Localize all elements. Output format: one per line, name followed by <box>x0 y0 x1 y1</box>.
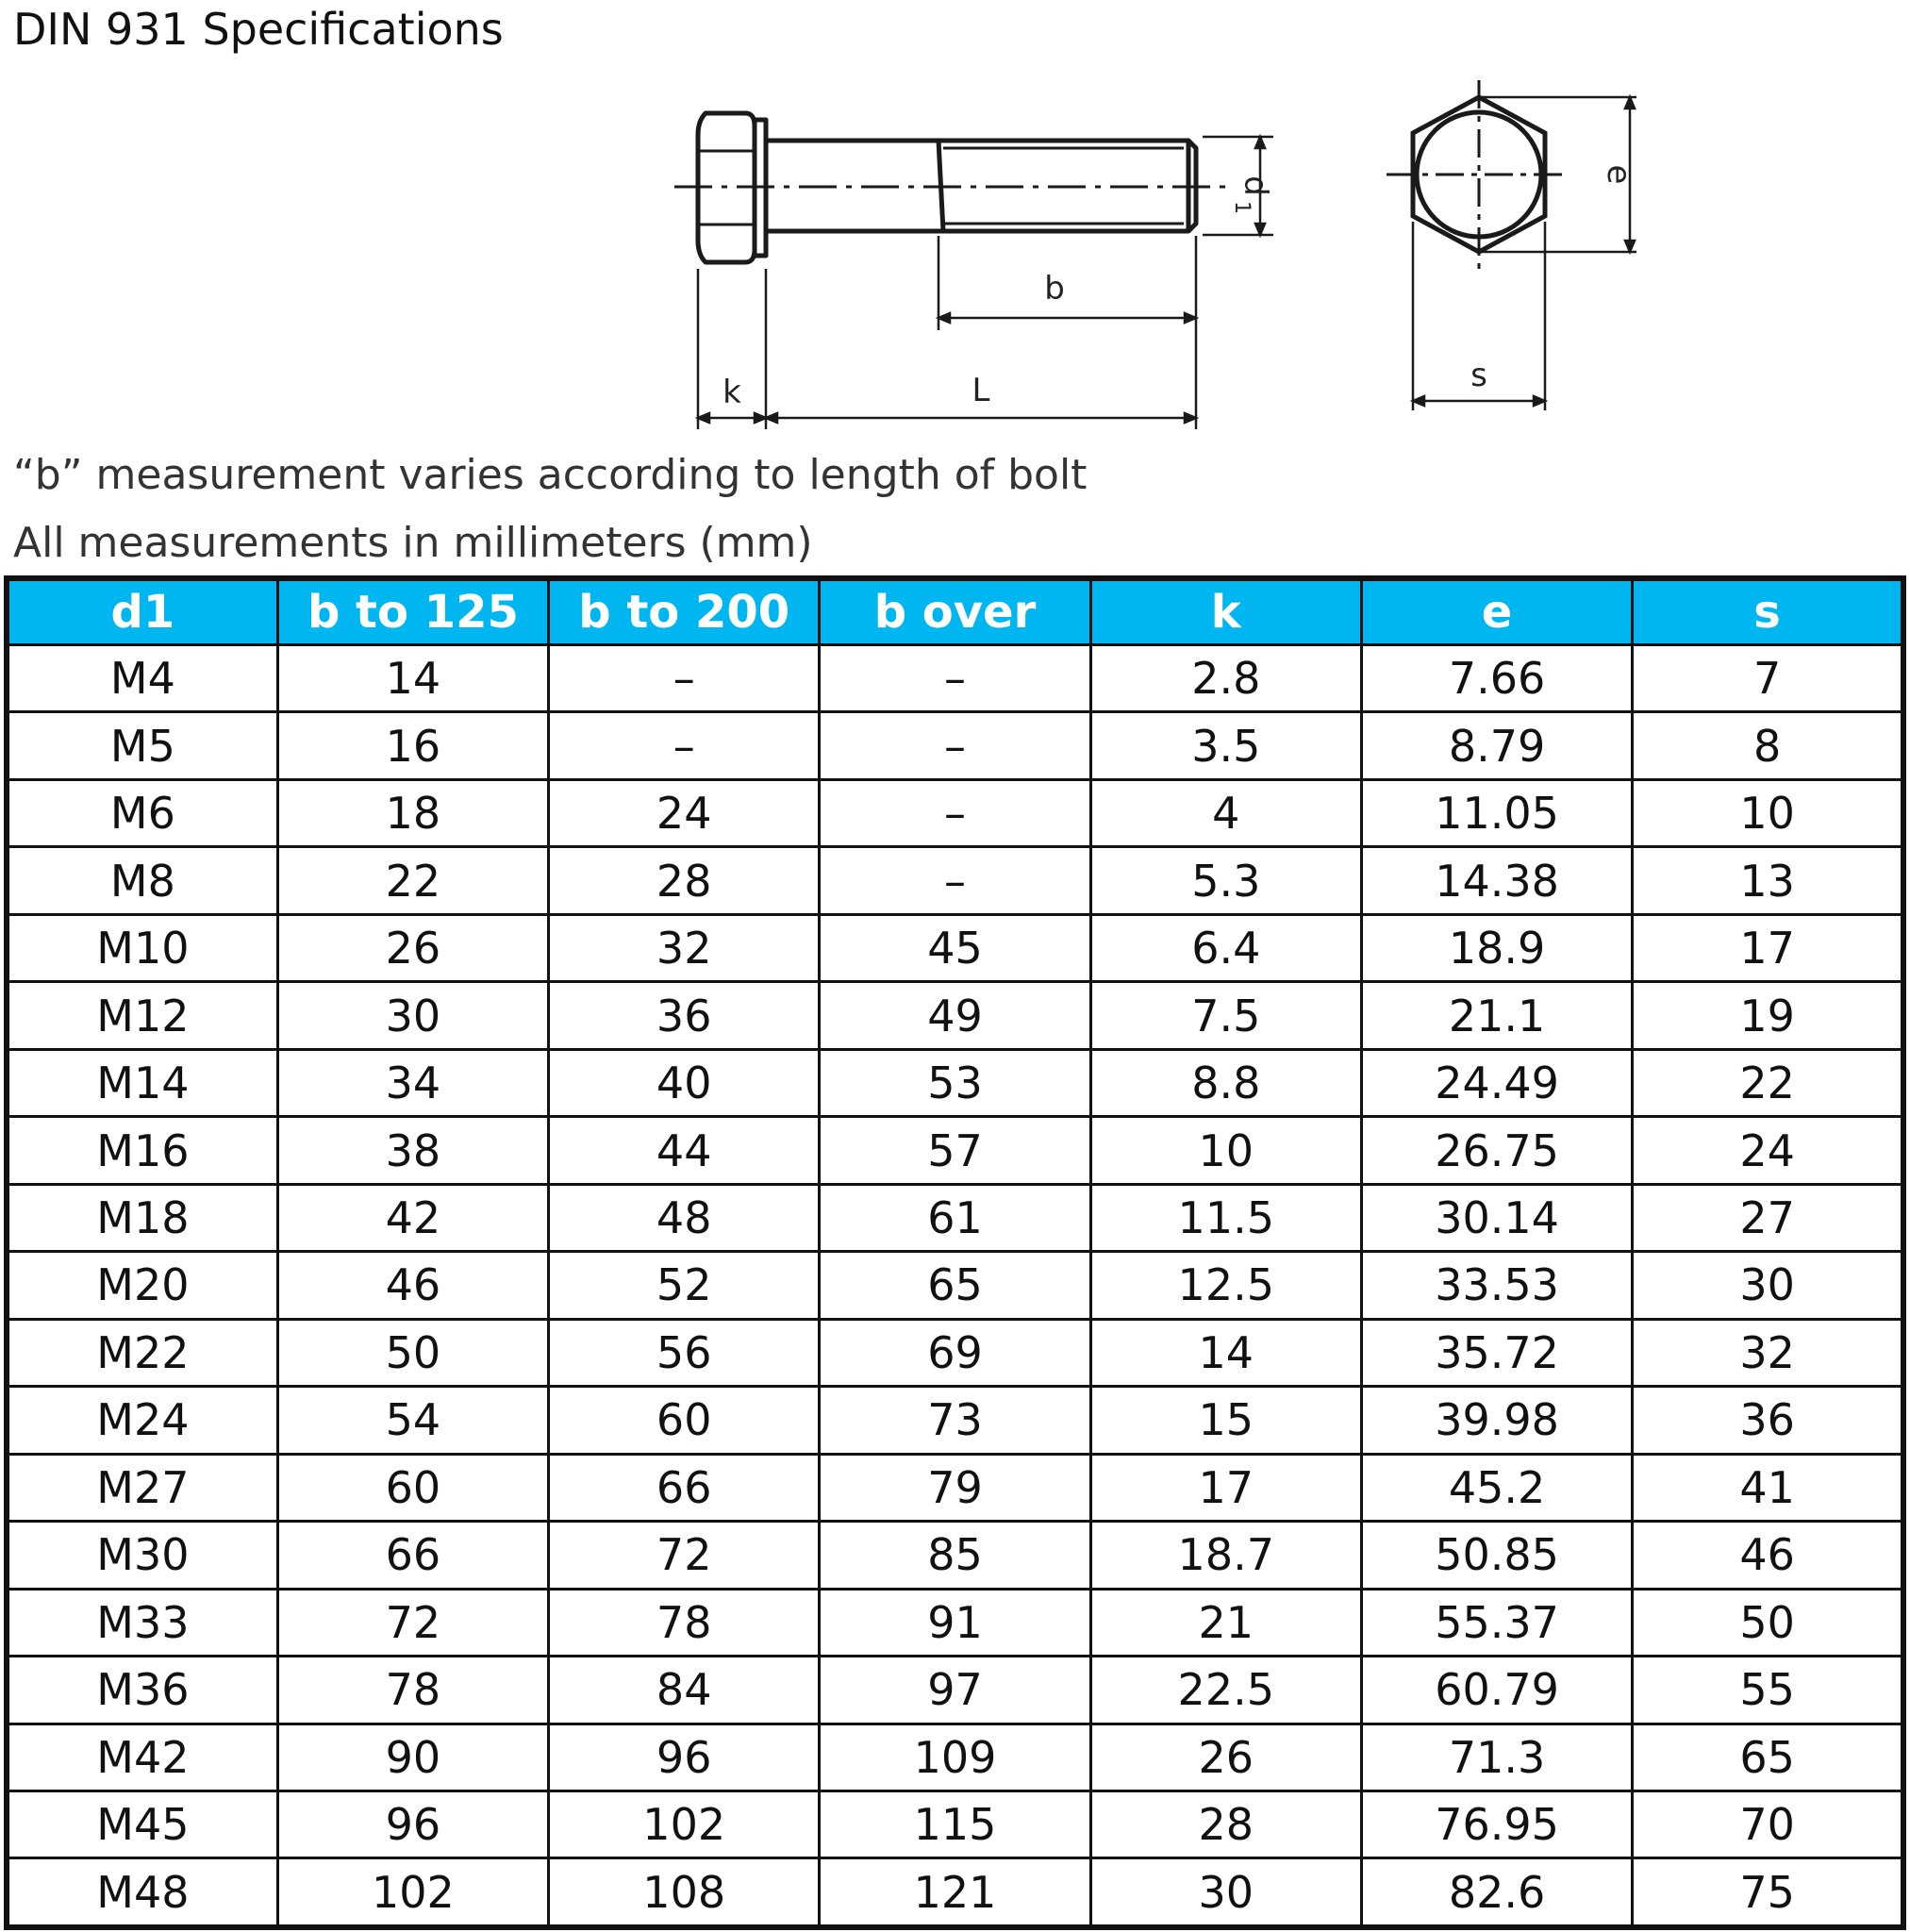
cell-b-over: – <box>820 847 1090 914</box>
cell-e: 11.05 <box>1361 779 1632 846</box>
cell-k: 7.5 <box>1090 982 1361 1049</box>
cell-b-to-125: 30 <box>277 982 548 1049</box>
cell-k: 5.3 <box>1090 847 1361 914</box>
cell-b-over: 121 <box>820 1858 1090 1927</box>
cell-d1: M22 <box>7 1319 277 1386</box>
cell-b-over: 45 <box>820 914 1090 981</box>
table-row <box>7 1049 1903 1116</box>
table-row <box>7 1724 1903 1790</box>
note-b-measurement: “b” measurement varies according to length of bolt <box>13 451 1088 499</box>
cell-e: 30.14 <box>1361 1184 1632 1251</box>
label-d1: d <box>1237 175 1274 196</box>
cell-d1: M10 <box>7 914 277 981</box>
cell-e: 21.1 <box>1361 982 1632 1049</box>
cell-d1: M33 <box>7 1589 277 1656</box>
bolt-diagram <box>660 80 1660 439</box>
table-body <box>7 645 1903 1928</box>
cell-b-to-125: 22 <box>277 847 548 914</box>
cell-e: 33.53 <box>1361 1252 1632 1319</box>
cell-s: 8 <box>1633 712 1903 779</box>
cell-s: 7 <box>1633 645 1903 712</box>
cell-b-to-200: 56 <box>549 1319 820 1386</box>
cell-k: 11.5 <box>1090 1184 1361 1251</box>
cell-b-to-125: 90 <box>277 1724 548 1790</box>
cell-b-to-200: 96 <box>549 1724 820 1790</box>
header-b-over: b over <box>820 578 1090 645</box>
table-row <box>7 1184 1903 1251</box>
cell-d1: M4 <box>7 645 277 712</box>
cell-k: 8.8 <box>1090 1049 1361 1116</box>
label-L: L <box>972 372 990 409</box>
cell-s: 65 <box>1633 1724 1903 1790</box>
cell-s: 22 <box>1633 1049 1903 1116</box>
table-row <box>7 645 1903 712</box>
cell-b-to-200: – <box>549 712 820 779</box>
cell-b-to-200: 44 <box>549 1117 820 1184</box>
cell-e: 45.2 <box>1361 1454 1632 1521</box>
cell-b-over: 97 <box>820 1657 1090 1724</box>
cell-b-over: – <box>820 645 1090 712</box>
cell-e: 71.3 <box>1361 1724 1632 1790</box>
table-row <box>7 779 1903 846</box>
cell-s: 10 <box>1633 779 1903 846</box>
cell-b-to-200: 72 <box>549 1522 820 1589</box>
table-row <box>7 712 1903 779</box>
cell-e: 39.98 <box>1361 1387 1632 1454</box>
cell-b-to-200: 52 <box>549 1252 820 1319</box>
cell-s: 13 <box>1633 847 1903 914</box>
cell-e: 60.79 <box>1361 1657 1632 1724</box>
cell-k: 2.8 <box>1090 645 1361 712</box>
cell-b-to-200: 32 <box>549 914 820 981</box>
label-d1-subscript: 1 <box>1230 201 1254 214</box>
cell-d1: M12 <box>7 982 277 1049</box>
cell-d1: M6 <box>7 779 277 846</box>
cell-d1: M16 <box>7 1117 277 1184</box>
cell-b-to-200: 28 <box>549 847 820 914</box>
cell-s: 55 <box>1633 1657 1903 1724</box>
table-row <box>7 1657 1903 1724</box>
cell-e: 35.72 <box>1361 1319 1632 1386</box>
cell-b-over: 79 <box>820 1454 1090 1521</box>
cell-d1: M8 <box>7 847 277 914</box>
cell-b-to-200: 60 <box>549 1387 820 1454</box>
header-s: s <box>1633 578 1903 645</box>
cell-s: 24 <box>1633 1117 1903 1184</box>
cell-d1: M45 <box>7 1790 277 1857</box>
cell-e: 55.37 <box>1361 1589 1632 1656</box>
cell-k: 3.5 <box>1090 712 1361 779</box>
cell-b-to-200: 102 <box>549 1790 820 1857</box>
table-row <box>7 1454 1903 1521</box>
cell-k: 28 <box>1090 1790 1361 1857</box>
label-b: b <box>1044 270 1065 308</box>
cell-b-to-200: 48 <box>549 1184 820 1251</box>
cell-b-over: 69 <box>820 1319 1090 1386</box>
cell-k: 17 <box>1090 1454 1361 1521</box>
cell-b-to-125: 66 <box>277 1522 548 1589</box>
cell-b-to-125: 34 <box>277 1049 548 1116</box>
cell-e: 82.6 <box>1361 1858 1632 1927</box>
cell-s: 19 <box>1633 982 1903 1049</box>
header-b-to-125: b to 125 <box>277 578 548 645</box>
table-row <box>7 1790 1903 1857</box>
cell-s: 46 <box>1633 1522 1903 1589</box>
table-row <box>7 1117 1903 1184</box>
table-row <box>7 1387 1903 1454</box>
label-s: s <box>1470 357 1487 394</box>
cell-b-over: 53 <box>820 1049 1090 1116</box>
cell-d1: M5 <box>7 712 277 779</box>
cell-b-to-125: 16 <box>277 712 548 779</box>
spec-table <box>4 575 1906 1930</box>
cell-s: 36 <box>1633 1387 1903 1454</box>
cell-k: 30 <box>1090 1858 1361 1927</box>
cell-b-to-125: 42 <box>277 1184 548 1251</box>
cell-b-over: – <box>820 779 1090 846</box>
cell-b-to-125: 50 <box>277 1319 548 1386</box>
cell-b-to-200: 108 <box>549 1858 820 1927</box>
label-k: k <box>722 374 741 411</box>
cell-b-to-125: 14 <box>277 645 548 712</box>
cell-d1: M42 <box>7 1724 277 1790</box>
cell-k: 10 <box>1090 1117 1361 1184</box>
cell-b-over: 57 <box>820 1117 1090 1184</box>
cell-b-to-200: 78 <box>549 1589 820 1656</box>
cell-s: 75 <box>1633 1858 1903 1927</box>
cell-k: 14 <box>1090 1319 1361 1386</box>
cell-b-to-125: 102 <box>277 1858 548 1927</box>
cell-d1: M27 <box>7 1454 277 1521</box>
cell-k: 15 <box>1090 1387 1361 1454</box>
cell-b-to-125: 78 <box>277 1657 548 1724</box>
note-units: All measurements in millimeters (mm) <box>13 519 813 567</box>
cell-s: 27 <box>1633 1184 1903 1251</box>
cell-k: 18.7 <box>1090 1522 1361 1589</box>
cell-e: 14.38 <box>1361 847 1632 914</box>
table-row <box>7 1252 1903 1319</box>
cell-b-over: 91 <box>820 1589 1090 1656</box>
cell-e: 7.66 <box>1361 645 1632 712</box>
header-d1: d1 <box>7 578 277 645</box>
cell-d1: M24 <box>7 1387 277 1454</box>
cell-b-to-125: 18 <box>277 779 548 846</box>
cell-b-to-125: 96 <box>277 1790 548 1857</box>
cell-b-over: 49 <box>820 982 1090 1049</box>
cell-e: 18.9 <box>1361 914 1632 981</box>
cell-d1: M18 <box>7 1184 277 1251</box>
cell-k: 12.5 <box>1090 1252 1361 1319</box>
cell-b-to-125: 38 <box>277 1117 548 1184</box>
header-b-to-200: b to 200 <box>549 578 820 645</box>
header-k: k <box>1090 578 1361 645</box>
cell-b-to-200: – <box>549 645 820 712</box>
cell-k: 4 <box>1090 779 1361 846</box>
table-row <box>7 1522 1903 1589</box>
cell-b-over: 85 <box>820 1522 1090 1589</box>
cell-s: 41 <box>1633 1454 1903 1521</box>
cell-e: 76.95 <box>1361 1790 1632 1857</box>
cell-b-over: – <box>820 712 1090 779</box>
cell-e: 26.75 <box>1361 1117 1632 1184</box>
header-e: e <box>1361 578 1632 645</box>
cell-d1: M14 <box>7 1049 277 1116</box>
cell-b-to-125: 26 <box>277 914 548 981</box>
cell-b-to-125: 72 <box>277 1589 548 1656</box>
cell-b-to-200: 84 <box>549 1657 820 1724</box>
cell-s: 30 <box>1633 1252 1903 1319</box>
cell-s: 17 <box>1633 914 1903 981</box>
cell-s: 32 <box>1633 1319 1903 1386</box>
cell-s: 50 <box>1633 1589 1903 1656</box>
cell-e: 24.49 <box>1361 1049 1632 1116</box>
page-title: DIN 931 Specifications <box>13 4 504 55</box>
cell-k: 21 <box>1090 1589 1361 1656</box>
cell-b-to-125: 60 <box>277 1454 548 1521</box>
cell-b-over: 65 <box>820 1252 1090 1319</box>
cell-s: 70 <box>1633 1790 1903 1857</box>
cell-b-to-200: 24 <box>549 779 820 846</box>
cell-b-to-200: 40 <box>549 1049 820 1116</box>
table-row <box>7 1858 1903 1927</box>
cell-e: 50.85 <box>1361 1522 1632 1589</box>
label-e: e <box>1600 164 1637 185</box>
cell-b-to-125: 54 <box>277 1387 548 1454</box>
cell-b-to-200: 36 <box>549 982 820 1049</box>
table-row <box>7 914 1903 981</box>
cell-e: 8.79 <box>1361 712 1632 779</box>
cell-d1: M48 <box>7 1858 277 1927</box>
table-header-row <box>7 578 1903 645</box>
cell-b-to-200: 66 <box>549 1454 820 1521</box>
cell-b-over: 115 <box>820 1790 1090 1857</box>
cell-b-over: 61 <box>820 1184 1090 1251</box>
table-row <box>7 1319 1903 1386</box>
table-row <box>7 847 1903 914</box>
cell-b-over: 109 <box>820 1724 1090 1790</box>
cell-d1: M30 <box>7 1522 277 1589</box>
cell-b-over: 73 <box>820 1387 1090 1454</box>
cell-k: 22.5 <box>1090 1657 1361 1724</box>
table-row <box>7 982 1903 1049</box>
cell-k: 26 <box>1090 1724 1361 1790</box>
cell-b-to-125: 46 <box>277 1252 548 1319</box>
cell-k: 6.4 <box>1090 914 1361 981</box>
cell-d1: M36 <box>7 1657 277 1724</box>
table-row <box>7 1589 1903 1656</box>
cell-d1: M20 <box>7 1252 277 1319</box>
